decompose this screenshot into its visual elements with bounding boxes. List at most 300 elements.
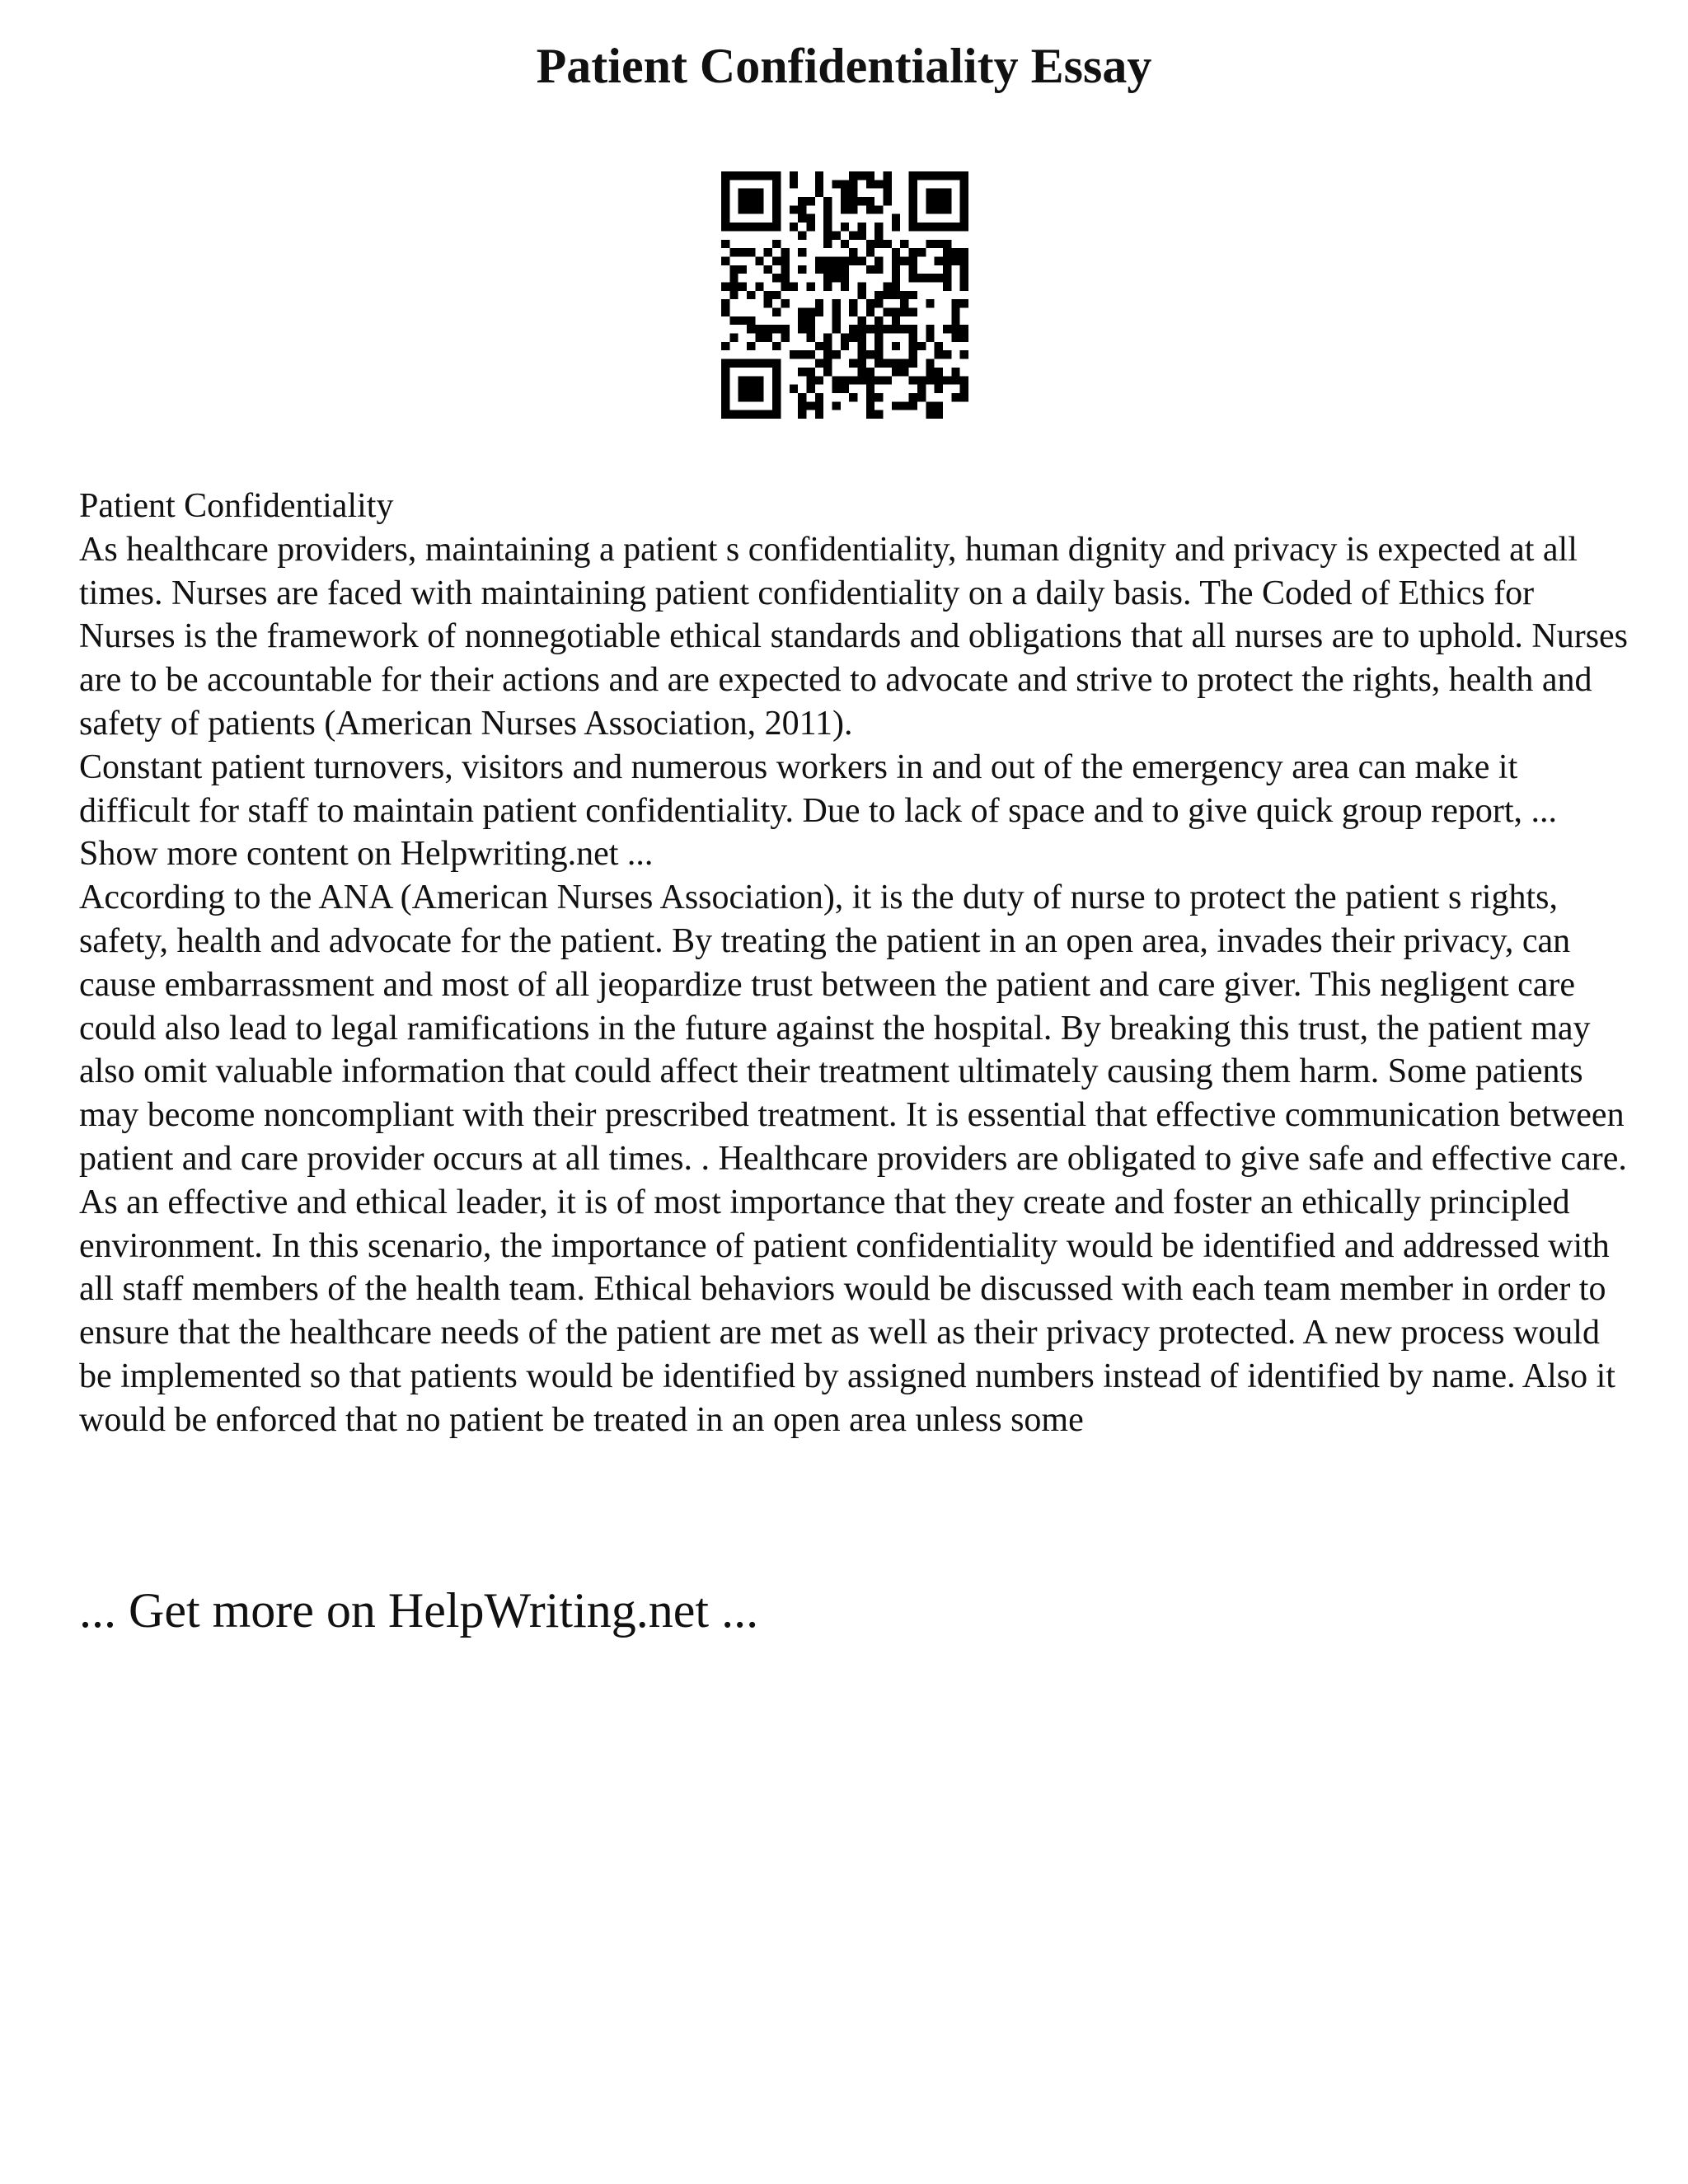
qr-module xyxy=(790,180,798,188)
essay-paragraph-3: According to the ANA (American Nurses Association), it is the duty of nurse to protect the patient s rights, safety, health and advocate for the patient. By treating the patient in an open area, invades their privacy, can cause embarrassment and most of all jeopardize trust between the patient and care giver. This negligent care could also lead to legal ramifications in the future against the hospital. By breaking this trust, the patient may also omit valuable information that could affect their treatment ultimately causing them harm. Some patients may become noncompliant with their prescribed treatment. It is essential that effective communication between patient and care provider occurs at all times. . Healthcare providers are obligated to give safe and effective care. xyxy=(79,879,1627,1178)
qr-module xyxy=(823,274,832,282)
qr-module xyxy=(858,171,866,180)
qr-module xyxy=(943,248,951,256)
qr-module xyxy=(926,359,934,368)
qr-module xyxy=(960,189,968,197)
qr-module xyxy=(815,376,823,384)
qr-module xyxy=(823,214,832,223)
qr-module xyxy=(764,299,772,307)
qr-module xyxy=(943,376,951,384)
qr-module xyxy=(960,180,968,188)
qr-module xyxy=(772,256,781,265)
qr-module xyxy=(764,248,772,256)
qr-module xyxy=(721,205,729,213)
qr-module xyxy=(909,274,917,282)
qr-module xyxy=(772,197,781,205)
qr-module xyxy=(926,325,934,333)
qr-module xyxy=(721,256,729,265)
qr-module xyxy=(892,316,900,325)
qr-module xyxy=(926,223,934,231)
qr-module xyxy=(960,214,968,223)
qr-module xyxy=(729,265,738,274)
qr-module xyxy=(858,223,866,231)
qr-module xyxy=(721,189,729,197)
qr-module xyxy=(832,350,840,359)
qr-module xyxy=(874,291,883,299)
qr-module xyxy=(815,299,823,307)
qr-module xyxy=(823,342,832,350)
qr-module xyxy=(806,223,814,231)
qr-module xyxy=(849,171,857,180)
qr-module xyxy=(823,223,832,231)
qr-module xyxy=(747,410,755,419)
qr-module xyxy=(917,376,926,384)
qr-module xyxy=(841,274,849,282)
qr-module xyxy=(892,214,900,223)
qr-module xyxy=(806,214,814,223)
qr-module xyxy=(772,325,781,333)
qr-module xyxy=(866,325,874,333)
qr-module xyxy=(781,282,789,290)
qr-module xyxy=(815,256,823,265)
qr-module xyxy=(815,308,823,316)
qr-module xyxy=(935,197,943,205)
essay-paragraph-4: As an effective and ethical leader, it is of most importance that they create and foster an ethically principled environment. In this scenario, the importance of patient confidentiality would be identified and addressed with all staff members of the health team. Ethical behaviors would be discussed with each team member in order to ensure that the healthcare needs of the patient are met as well as their privacy protected. A new process would be implemented so that patients would be identified by assigned numbers instead of identified by name. Also it would be enforced that no patient be treated in an open area unless some xyxy=(79,1183,1615,1439)
qr-module xyxy=(858,231,866,239)
qr-module xyxy=(884,325,892,333)
qr-module xyxy=(798,248,806,256)
qr-module xyxy=(858,376,866,384)
qr-module xyxy=(806,385,814,393)
qr-module xyxy=(729,334,738,342)
qr-module xyxy=(798,265,806,274)
qr-module xyxy=(951,376,959,384)
qr-module xyxy=(884,308,892,316)
qr-module xyxy=(935,240,943,248)
qr-module xyxy=(909,214,917,223)
qr-module xyxy=(764,325,772,333)
qr-module xyxy=(823,359,832,368)
qr-module xyxy=(849,308,857,316)
qr-module xyxy=(892,282,900,290)
qr-module xyxy=(874,265,883,274)
qr-module xyxy=(849,189,857,197)
qr-module xyxy=(951,223,959,231)
qr-module xyxy=(721,359,729,368)
qr-module xyxy=(935,401,943,410)
qr-module xyxy=(764,410,772,419)
qr-module xyxy=(755,359,763,368)
qr-module xyxy=(858,282,866,290)
qr-module xyxy=(935,189,943,197)
qr-module xyxy=(729,410,738,419)
qr-module xyxy=(738,205,747,213)
qr-module xyxy=(866,368,874,376)
qr-module xyxy=(917,171,926,180)
qr-module xyxy=(755,256,763,265)
qr-module xyxy=(960,334,968,342)
qr-module xyxy=(951,248,959,256)
qr-module xyxy=(747,197,755,205)
qr-module xyxy=(909,350,917,359)
qr-module xyxy=(892,274,900,282)
qr-module xyxy=(943,240,951,248)
qr-module xyxy=(790,282,798,290)
qr-module xyxy=(841,385,849,393)
qr-module xyxy=(849,256,857,265)
qr-module xyxy=(951,171,959,180)
qr-module xyxy=(900,368,908,376)
qr-module xyxy=(721,197,729,205)
qr-module xyxy=(738,410,747,419)
qr-module xyxy=(755,223,763,231)
qr-module xyxy=(884,171,892,180)
qr-module xyxy=(909,223,917,231)
qr-module xyxy=(935,256,943,265)
qr-module xyxy=(721,385,729,393)
qr-module xyxy=(884,240,892,248)
qr-module xyxy=(738,282,747,290)
qr-module xyxy=(755,385,763,393)
qr-module xyxy=(960,299,968,307)
qr-module xyxy=(935,376,943,384)
qr-module xyxy=(747,189,755,197)
qr-module xyxy=(798,368,806,376)
qr-module xyxy=(874,240,883,248)
qr-module xyxy=(900,308,908,316)
qr-module xyxy=(866,350,874,359)
qr-module xyxy=(738,197,747,205)
qr-module xyxy=(926,376,934,384)
qr-module xyxy=(874,393,883,401)
qr-module xyxy=(841,265,849,274)
qr-module xyxy=(823,368,832,376)
qr-module xyxy=(729,316,738,325)
qr-module xyxy=(721,393,729,401)
qr-module xyxy=(772,385,781,393)
qr-module xyxy=(926,368,934,376)
essay-paragraph-1: As healthcare providers, maintaining a patient s confidentiality, human dignity and privacy is expected at all times. Nurses are faced with maintaining patient confidentiality on a daily basis. The Coded of Ethics for Nurses is the framework of nonnegotiable ethical standards and obligations that all nurses are to uphold. Nurses are to be accountable for their actions and are expected to advocate and strive to protect the rights, health and safety of patients (American Nurses Association, 2011). xyxy=(79,530,1629,743)
qr-module xyxy=(841,189,849,197)
qr-module xyxy=(849,299,857,307)
qr-module xyxy=(884,282,892,290)
qr-module xyxy=(729,248,738,256)
qr-module xyxy=(721,180,729,188)
qr-module xyxy=(943,274,951,282)
qr-module xyxy=(772,205,781,213)
qr-module xyxy=(747,393,755,401)
qr-module xyxy=(866,308,874,316)
qr-module xyxy=(909,342,917,350)
qr-module xyxy=(866,205,874,213)
qr-module xyxy=(866,410,874,419)
qr-module xyxy=(781,265,789,274)
qr-module xyxy=(900,256,908,265)
qr-module xyxy=(721,410,729,419)
qr-module xyxy=(832,308,840,316)
qr-module xyxy=(721,240,729,248)
qr-module xyxy=(892,308,900,316)
qr-module xyxy=(790,223,798,231)
qr-module xyxy=(815,359,823,368)
qr-module xyxy=(909,393,917,401)
essay-heading: Patient Confidentiality xyxy=(79,487,394,525)
qr-module xyxy=(909,325,917,333)
qr-module xyxy=(900,401,908,410)
qr-module xyxy=(798,214,806,223)
qr-module xyxy=(935,410,943,419)
qr-module xyxy=(874,205,883,213)
qr-module xyxy=(764,265,772,274)
qr-module xyxy=(884,359,892,368)
qr-module xyxy=(764,171,772,180)
qr-module xyxy=(858,342,866,350)
qr-module xyxy=(815,342,823,350)
qr-module xyxy=(874,299,883,307)
qr-module xyxy=(866,240,874,248)
qr-module xyxy=(943,205,951,213)
qr-module xyxy=(823,197,832,205)
qr-module xyxy=(858,334,866,342)
qr-module xyxy=(738,171,747,180)
qr-module xyxy=(909,256,917,265)
qr-module xyxy=(849,359,857,368)
qr-module xyxy=(747,359,755,368)
qr-module xyxy=(832,325,840,333)
qr-module xyxy=(935,385,943,393)
qr-module xyxy=(772,171,781,180)
qr-module xyxy=(892,368,900,376)
qr-module xyxy=(772,401,781,410)
qr-module xyxy=(772,410,781,419)
get-more-link[interactable]: ... Get more on HelpWriting.net ... xyxy=(79,1583,759,1638)
qr-module xyxy=(917,393,926,401)
qr-module xyxy=(960,385,968,393)
qr-module xyxy=(798,401,806,410)
qr-module xyxy=(721,342,729,350)
qr-module xyxy=(858,359,866,368)
qr-module xyxy=(747,342,755,350)
qr-module xyxy=(909,248,917,256)
qr-module xyxy=(926,410,934,419)
qr-module xyxy=(900,325,908,333)
qr-module xyxy=(721,223,729,231)
qr-module xyxy=(781,256,789,265)
qr-code-graphic xyxy=(721,171,968,419)
qr-module xyxy=(849,248,857,256)
qr-module xyxy=(772,214,781,223)
qr-module xyxy=(858,197,866,205)
qr-module xyxy=(747,171,755,180)
qr-module xyxy=(721,282,729,290)
qr-module xyxy=(874,325,883,333)
qr-module xyxy=(943,325,951,333)
qr-module xyxy=(721,299,729,307)
qr-module xyxy=(755,325,763,333)
qr-module xyxy=(823,282,832,290)
qr-module xyxy=(738,265,747,274)
qr-module xyxy=(755,189,763,197)
qr-module xyxy=(909,401,917,410)
qr-module xyxy=(866,180,874,188)
qr-module xyxy=(960,205,968,213)
qr-module xyxy=(721,401,729,410)
qr-module xyxy=(772,342,781,350)
qr-module xyxy=(874,231,883,239)
qr-module xyxy=(832,316,840,325)
qr-module xyxy=(832,231,840,239)
qr-module xyxy=(738,393,747,401)
qr-module xyxy=(772,393,781,401)
qr-module xyxy=(874,410,883,419)
qr-module xyxy=(806,316,814,325)
qr-module xyxy=(755,376,763,384)
qr-module xyxy=(781,334,789,342)
qr-module xyxy=(806,325,814,333)
qr-module xyxy=(841,197,849,205)
qr-module xyxy=(806,350,814,359)
qr-module xyxy=(798,393,806,401)
qr-module xyxy=(815,393,823,401)
qr-module xyxy=(943,189,951,197)
qr-module xyxy=(841,342,849,350)
qr-module xyxy=(798,231,806,239)
qr-module xyxy=(806,282,814,290)
qr-module xyxy=(832,299,840,307)
qr-module xyxy=(909,180,917,188)
qr-module xyxy=(738,385,747,393)
qr-module xyxy=(909,376,917,384)
qr-module xyxy=(755,197,763,205)
qr-module xyxy=(772,180,781,188)
qr-module xyxy=(917,248,926,256)
qr-module xyxy=(832,401,840,410)
qr-module xyxy=(790,385,798,393)
qr-module xyxy=(926,171,934,180)
qr-module xyxy=(951,308,959,316)
qr-module xyxy=(943,350,951,359)
qr-code-icon[interactable] xyxy=(721,171,968,419)
qr-module xyxy=(926,189,934,197)
qr-module xyxy=(841,334,849,342)
qr-module xyxy=(747,325,755,333)
qr-module xyxy=(772,376,781,384)
qr-module xyxy=(884,197,892,205)
qr-module xyxy=(892,265,900,274)
qr-module xyxy=(926,197,934,205)
qr-module xyxy=(832,274,840,282)
qr-module xyxy=(951,316,959,325)
qr-module xyxy=(900,299,908,307)
qr-module xyxy=(823,350,832,359)
qr-module xyxy=(926,274,934,282)
qr-module xyxy=(960,248,968,256)
qr-module xyxy=(917,342,926,350)
qr-module xyxy=(858,316,866,325)
qr-module xyxy=(849,325,857,333)
qr-module xyxy=(772,223,781,231)
qr-module xyxy=(815,401,823,410)
qr-module xyxy=(935,342,943,350)
qr-module xyxy=(960,256,968,265)
qr-module xyxy=(849,334,857,342)
qr-module xyxy=(926,334,934,342)
qr-module xyxy=(755,282,763,290)
essay-paragraph-2: Constant patient turnovers, visitors and numerous workers in and out of the emergency area can make it difficult for staff to maintain patient confidentiality. Due to lack of space and to give quick group report, ... Show more content on Helpwriting.net ... xyxy=(79,748,1558,874)
qr-module xyxy=(900,240,908,248)
qr-module xyxy=(960,282,968,290)
qr-module xyxy=(738,376,747,384)
qr-module xyxy=(849,180,857,188)
qr-module xyxy=(747,291,755,299)
qr-module xyxy=(729,274,738,282)
qr-module xyxy=(892,256,900,265)
qr-module xyxy=(781,274,789,282)
qr-module xyxy=(943,282,951,290)
qr-module xyxy=(909,197,917,205)
qr-module xyxy=(823,265,832,274)
qr-module xyxy=(747,205,755,213)
qr-module xyxy=(815,180,823,188)
qr-module xyxy=(866,376,874,384)
qr-module xyxy=(729,359,738,368)
qr-module xyxy=(917,223,926,231)
qr-module xyxy=(772,368,781,376)
qr-module xyxy=(815,410,823,419)
qr-module xyxy=(866,171,874,180)
qr-module xyxy=(858,368,866,376)
qr-module xyxy=(858,291,866,299)
qr-module xyxy=(849,205,857,213)
qr-module xyxy=(832,385,840,393)
qr-module xyxy=(790,171,798,180)
qr-module xyxy=(738,316,747,325)
qr-module xyxy=(781,325,789,333)
page-title: Patient Confidentiality Essay xyxy=(536,39,1152,93)
qr-module xyxy=(738,248,747,256)
qr-module xyxy=(874,342,883,350)
qr-module xyxy=(798,325,806,333)
qr-module xyxy=(781,248,789,256)
qr-module xyxy=(790,205,798,213)
qr-module xyxy=(772,359,781,368)
qr-module xyxy=(926,240,934,248)
qr-module xyxy=(841,180,849,188)
qr-module xyxy=(874,256,883,265)
qr-module xyxy=(764,334,772,342)
qr-module xyxy=(790,350,798,359)
qr-module xyxy=(866,393,874,401)
qr-module xyxy=(884,180,892,188)
qr-module xyxy=(892,359,900,368)
qr-module xyxy=(935,171,943,180)
qr-module xyxy=(909,205,917,213)
qr-module xyxy=(738,359,747,368)
qr-module xyxy=(874,350,883,359)
qr-module xyxy=(960,393,968,401)
qr-module xyxy=(755,205,763,213)
qr-module xyxy=(823,256,832,265)
qr-module xyxy=(738,189,747,197)
qr-module xyxy=(892,291,900,299)
qr-module xyxy=(772,291,781,299)
qr-module xyxy=(815,171,823,180)
qr-module xyxy=(832,256,840,265)
qr-module xyxy=(960,325,968,333)
qr-module xyxy=(721,368,729,376)
qr-module xyxy=(755,171,763,180)
qr-module xyxy=(866,265,874,274)
